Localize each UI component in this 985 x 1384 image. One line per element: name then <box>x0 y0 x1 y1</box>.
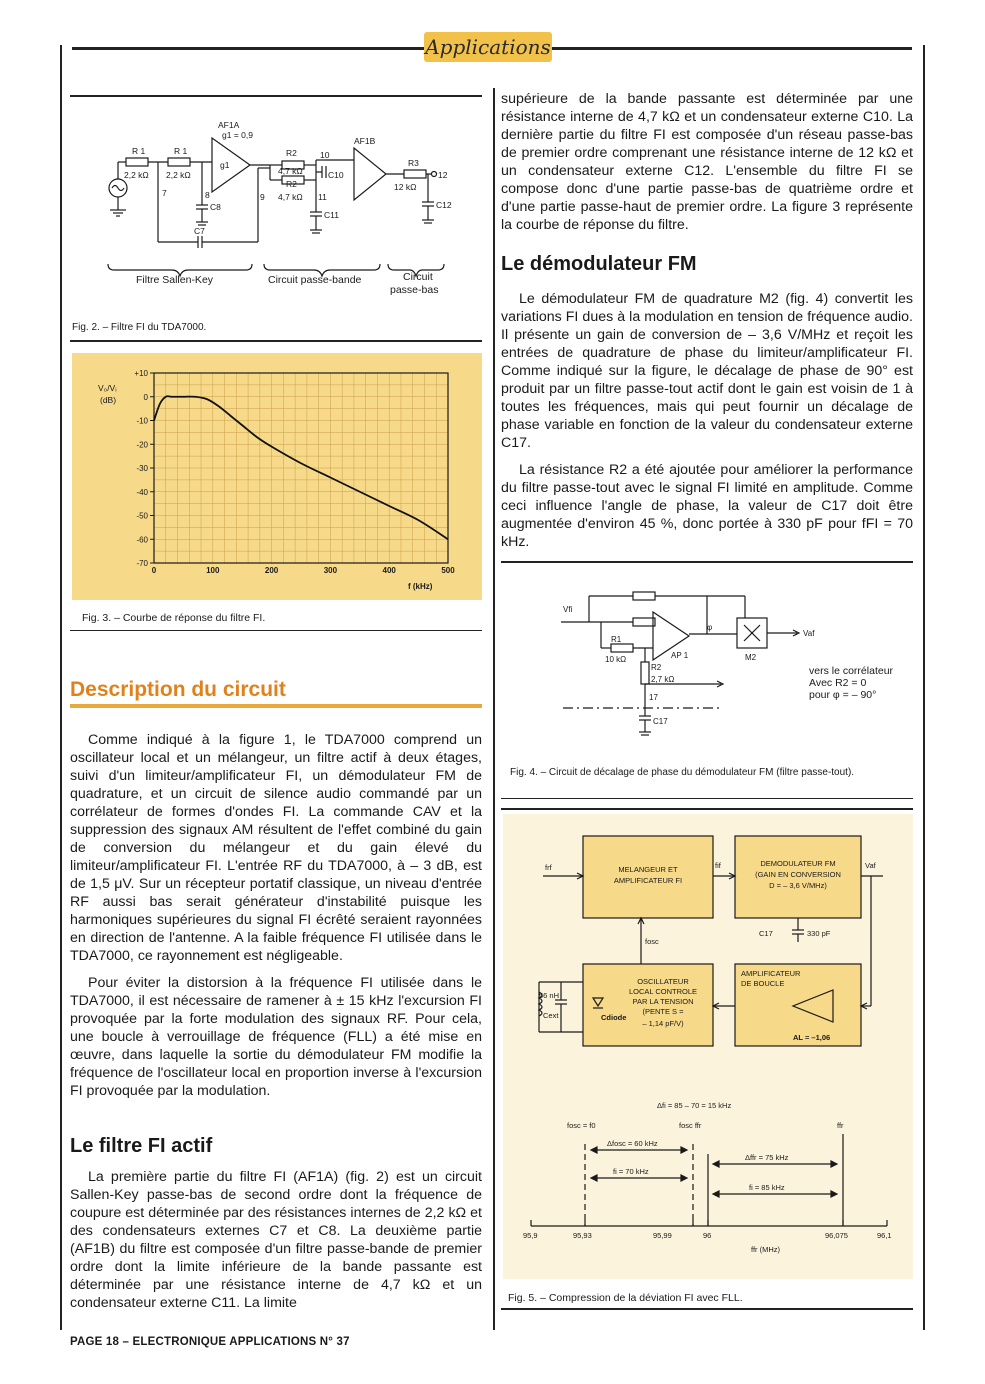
fig5-delta-fosc: Δfosc = 60 kHz <box>607 1139 658 1148</box>
fig5-cext-label: Cext <box>543 1011 559 1020</box>
fig2-gain-label: g1 = 0,9 <box>222 130 253 140</box>
fig2-node12: 12 <box>438 170 448 180</box>
fig4-schematic <box>501 572 913 752</box>
fig2-r2b-label: R2 <box>286 179 297 189</box>
fig5-vaf-label: Vaf <box>865 861 876 870</box>
fig2-r3-label: R3 <box>408 158 419 168</box>
fig5-demod-line-1: DEMODULATEUR FM <box>760 859 836 868</box>
fig2-r3-value: 12 kΩ <box>394 182 417 192</box>
demod-bottom-rule <box>501 561 913 563</box>
fig5-osc-line-1: OSCILLATEUR <box>637 977 689 986</box>
fig2-af1b-label: AF1B <box>354 136 376 146</box>
column-divider <box>493 88 495 1330</box>
fig4-note-1: vers le corrélateur <box>809 665 894 677</box>
fig4-vaf-label: Vaf <box>803 629 815 638</box>
fig3-ylabel-2: (dB) <box>100 395 117 405</box>
demod-paragraph-1: Le démodulateur FM de quadrature M2 (fig. 4) convertit les variations FI dues à la modulation en tension de fréquence audio. Il présente un gain de conversion de – 3,6 V/MHz et reçoit les entrées de quadrature de phase du limiteur/amplificateur FI. Comme indiqué sur la figure, le décalage de phase de 90° est produit par un filtre passe-tout actif dont le gain est voisin de 1 à toutes les fréquences, mais qui peut fournir un décalage de phase variable en fonction de la valeur du condensateur externe C17. <box>501 291 913 451</box>
description-paragraph-1: Comme indiqué à la figure 1, le TDA7000 comprend un oscillateur local et un mélangeur, un filtre actif à deux étages, suivi d'un limiteur/amplificateur FI, un démodulateur FM de quadrature, et un circuit de silence audio commandé par un corrélateur de formes d'ondes FI. La commande CAV et la suppression des signaux AM résultent de l'effet combiné du gain de conversion du mélangeur et du gain élevé du limiteur/amplificateur FI. L'entrée RF du TDA7000, à – 3 dB, est de 1,5 μV. Sur un récepteur portatif classique, un niveau d'entrée RF aussi bas serait générateur d'instabilité puisque les harmoniques supérieures du signal FI écrêté seraient rayonnées en direction de l'antenne. A la faible fréquence FI utilisée dans le TDA7000, ce rayonnement est négligeable. <box>70 732 482 964</box>
fig2-r1b-label: R 1 <box>174 146 188 156</box>
fig4-node17: 17 <box>649 693 658 702</box>
fig3-xtick-label: 100 <box>206 566 220 575</box>
fig2-section-bandpass: Circuit passe-bande <box>268 274 362 286</box>
fig5-tick-4: 96 <box>703 1231 712 1240</box>
fig3-ytick-label: -20 <box>136 440 148 450</box>
fig5-osc-line-4: (PENTE S = <box>642 1007 684 1016</box>
fig2-r1a-value: 2,2 kΩ <box>124 170 149 180</box>
fig5-fi85: fi = 85 kHz <box>749 1183 785 1192</box>
fig4-phi-label: φ <box>707 623 713 632</box>
fig2-node10: 10 <box>320 150 330 160</box>
fig2-node11: 11 <box>318 192 327 202</box>
fig2-caption: Fig. 2. – Filtre FI du TDA7000. <box>72 322 207 333</box>
fig3-ylabel-1: V₀/Vᵢ <box>98 383 117 393</box>
fig3-xtick-label: 0 <box>151 566 157 575</box>
fig4-r2-value: 2,7 kΩ <box>651 675 675 684</box>
fig3-ytick-label: -10 <box>136 416 148 426</box>
description-title-bar <box>70 704 482 708</box>
demod-title: Le démodulateur FM <box>501 253 697 275</box>
description-paragraph-2: Pour éviter la distorsion à la fréquence FI utilisée dans le TDA7000, il est nécessaire de ramener à ± 15 kHz l'excursion FI provoquée par la forte modulation des signaux RF. Pour cela, une boucle à verrouillage de fréquence (FLL) a été mise en œuvre, dans laquelle la sortie du démodulateur FM modifie la fréquence de l'oscillateur local en proportion inverse à l'excursion FI provoquée par la modulation. <box>70 975 482 1099</box>
fig5-tick-3: 95,99 <box>653 1231 672 1240</box>
fig3-response-curve <box>154 396 448 539</box>
fig2-r1b-value: 2,2 kΩ <box>166 170 191 180</box>
fig4-vfi-label: Vfi <box>563 605 573 614</box>
fig3-bottom-rule <box>70 630 482 631</box>
fig5-tick-5: 96,075 <box>825 1231 848 1240</box>
filtre-text-block <box>70 1168 482 1321</box>
fig2-schematic <box>70 100 482 300</box>
header-rule-right <box>552 47 912 50</box>
fig5-fif-label: fif <box>715 861 721 870</box>
fig2-c11-label: C11 <box>324 210 339 220</box>
fig4-ap1-label: AP 1 <box>671 651 689 660</box>
fig3-ytick-label: -70 <box>136 559 148 568</box>
fig5-fosc-ffr: fosc ffr <box>679 1121 702 1130</box>
fig5-osc-line-5: – 1,14 pF/V) <box>642 1019 684 1028</box>
fig5-frf-label: frf <box>545 863 552 872</box>
fig4-note-3: pour φ = – 90° <box>809 689 877 701</box>
fig5-demod-line-3: D = – 3,6 V/MHz) <box>769 881 827 890</box>
fig5-top-rule <box>501 808 913 810</box>
fig5-osc-line-3: PAR LA TENSION <box>632 997 694 1006</box>
fig5-delta-ffr: Δffr = 75 kHz <box>745 1153 789 1162</box>
fig3-ytick-label: -40 <box>136 487 148 497</box>
fig2-r2a-label: R2 <box>286 148 297 158</box>
fig4-note-2: Avec R2 = 0 <box>809 677 867 689</box>
page-footer: PAGE 18 – ELECTRONIQUE APPLICATIONS N° 37 <box>70 1336 350 1348</box>
right-paragraph-1: supérieure de la bande passante est déterminée par une résistance interne de 4,7 kΩ et un condensateur externe C10. La dernière partie du filtre FI est composée d'un réseau passe-bas de premier ordre comprenant une résistance interne de 12 kΩ et un condensateur externe C12. L'ensemble du filtre FI se compose donc d'une partie passe-bas de quatrième ordre et d'une partie passe-haut de premier ordre. La figure 3 représente la courbe de réponse du filtre. <box>501 91 913 233</box>
fig5-tick-6: 96,1 <box>877 1231 892 1240</box>
filtre-paragraph-1: La première partie du filtre FI (AF1A) (fig. 2) est un circuit Sallen-Key passe-bas de second ordre dont la fréquence de coupure est déterminée par des résistances internes de 2,2 kΩ et des condensateurs externes C7 et C8. La deuxième partie (AF1B) du filtre est composée d'un filtre passe-bande de premier ordre dont la limite inférieure de la bande passante est déterminée par une résistance interne de 4,7 kΩ et un condensateur externe C11. La limite <box>70 1169 482 1311</box>
fig3-xtick-label: 400 <box>382 566 396 575</box>
demod-text-block <box>501 290 913 560</box>
fig3-ytick-label: -50 <box>136 511 148 521</box>
fig4-m2-label: M2 <box>745 653 757 662</box>
fig2-section-sallen: Filtre Sallen-Key <box>136 274 214 286</box>
fig5-tick-1: 95,9 <box>523 1231 538 1240</box>
header-rule-left <box>72 47 424 50</box>
section-banner-label: Applications <box>425 35 551 59</box>
fig2-c12-label: C12 <box>436 200 452 210</box>
fig5-demod-line-2: (GAIN EN CONVERSION <box>755 870 841 879</box>
fig4-caption: Fig. 4. – Circuit de décalage de phase du démodulateur FM (filtre passe-tout). <box>510 767 855 778</box>
fig2-bottom-rule <box>70 340 482 342</box>
left-text-block <box>70 731 482 1109</box>
fig2-top-rule <box>70 95 482 97</box>
fig5-c17-label: C17 <box>759 929 773 938</box>
fig5-inductor-label: 56 nH <box>539 991 560 1000</box>
fig3-xlabel: f (kHz) <box>408 582 433 591</box>
fig5-al-label: AL = –1,06 <box>793 1033 831 1042</box>
fig3-caption: Fig. 3. – Courbe de réponse du filtre FI. <box>82 612 266 624</box>
fig2-c7-label: C7 <box>194 226 205 236</box>
fig2-r2a-value: 4,7 kΩ <box>278 166 303 176</box>
fig5-cdiode-label: Cdiode <box>601 1013 627 1022</box>
fig5-diagram <box>503 814 913 1279</box>
fig3-xtick-label: 300 <box>323 566 338 575</box>
fig3-ytick-label: -30 <box>136 464 148 473</box>
fig3-series <box>154 396 448 539</box>
fig3-xtick-label: 200 <box>264 566 279 575</box>
fig4-r1-label: R1 <box>611 635 622 644</box>
fig2-node9: 9 <box>260 192 265 202</box>
fig4-r1-value: 10 kΩ <box>605 655 627 664</box>
fig5-fosc-label: fosc <box>645 937 659 946</box>
fig5-amp-line-1: AMPLIFICATEUR <box>741 969 801 978</box>
fig2-section-lowpass: passe-bas <box>390 284 439 296</box>
fig3-ytick-label: +10 <box>134 369 148 378</box>
fig3-ytick-label: -60 <box>136 535 148 545</box>
fig5-tick-2: 95,93 <box>573 1231 592 1240</box>
fig2-r1a-label: R 1 <box>132 146 146 156</box>
fig5-bottom-rule <box>501 1308 913 1310</box>
section-banner <box>424 32 552 62</box>
fig5-scale-unit: ffr (MHz) <box>751 1245 781 1254</box>
description-title: Description du circuit <box>70 678 286 701</box>
fig3-xtick-label: 500 <box>441 566 455 575</box>
demod-paragraph-2: La résistance R2 a été ajoutée pour améliorer la performance du filtre passe-tout avec le signal FI limité en amplitude. Comme ceci influence l'angle de phase, la valeur de C17 doit être augmentée d'environ 45 %, donc portée à 330 pF pour fFI = 70 kHz. <box>501 462 913 550</box>
fig3-ytick-label: 0 <box>143 392 148 402</box>
fig3-ticks <box>134 369 455 575</box>
fig2-c10-label: C10 <box>328 170 344 180</box>
fig4-r2-label: R2 <box>651 663 662 672</box>
fig2-node7: 7 <box>162 188 167 198</box>
fig5-amp-line-2: DE BOUCLE <box>741 979 785 988</box>
column-rule-left <box>60 45 62 1330</box>
fig5-fosc-f0: fosc = f0 <box>567 1121 596 1130</box>
fig4-bottom-rule <box>501 798 913 799</box>
fig2-c8-label: C8 <box>210 202 221 212</box>
fig5-mixer-line-1: MELANGEUR ET <box>618 865 678 874</box>
fig2-g1-label: g1 <box>220 160 230 170</box>
fig5-ffr: ffr <box>837 1121 844 1130</box>
fig2-af1a-label: AF1A <box>218 120 240 130</box>
fig5-caption: Fig. 5. – Compression de la déviation FI avec FLL. <box>508 1292 743 1304</box>
fig4-c17-label: C17 <box>653 717 668 726</box>
fig5-mixer-line-2: AMPLIFICATEUR FI <box>613 876 683 885</box>
fig5-delta-fi: Δfi = 85 – 70 = 15 kHz <box>657 1101 732 1110</box>
column-rule-right <box>923 45 925 1330</box>
right-text-top <box>501 90 913 243</box>
fig2-section-circuit: Circuit <box>403 271 433 283</box>
fig5-fi70: fi = 70 kHz <box>613 1167 649 1176</box>
fig5-c17-value: 330 pF <box>807 929 831 938</box>
fig5-osc-line-2: LOCAL CONTROLE <box>628 987 698 996</box>
fig2-r2b-value: 4,7 kΩ <box>278 192 303 202</box>
filtre-title: Le filtre FI actif <box>70 1135 213 1157</box>
fig3-chart <box>72 353 482 600</box>
fig2-node8: 8 <box>205 190 210 200</box>
fig3-grid <box>154 373 448 563</box>
